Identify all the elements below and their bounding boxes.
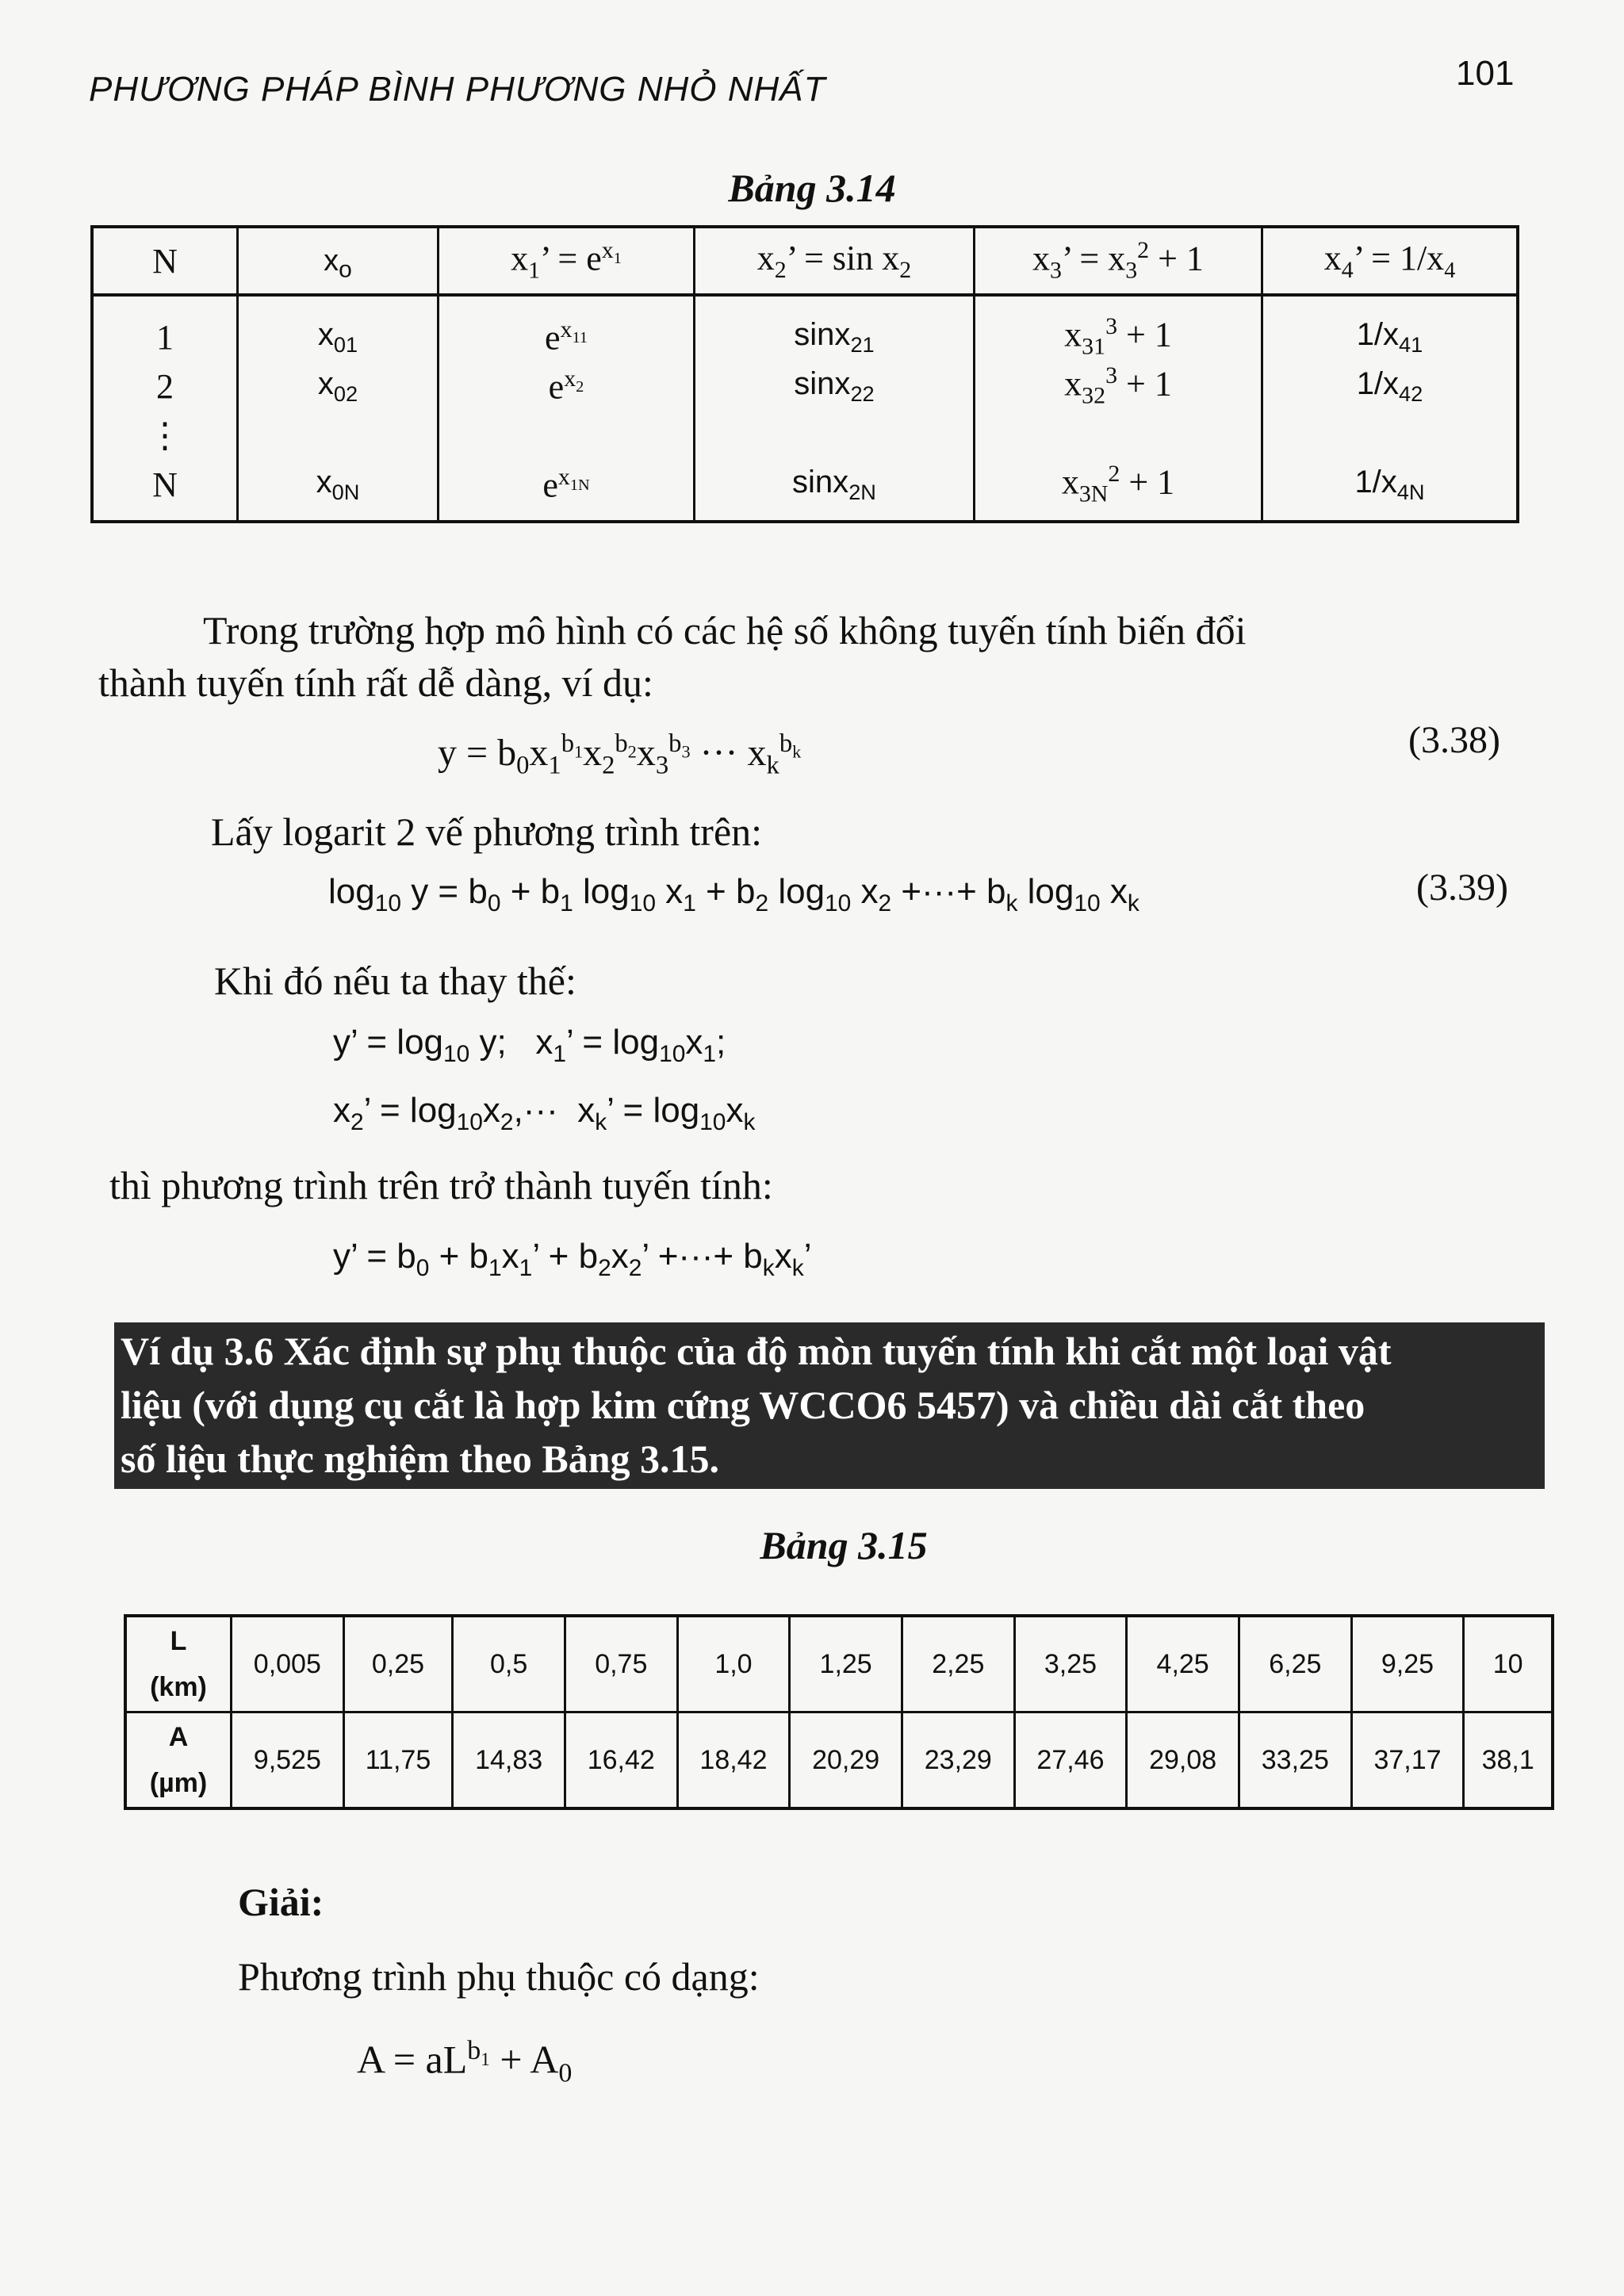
cell: $1/x_{4N}$ [1262, 460, 1519, 522]
cell: 2 [92, 362, 238, 411]
cell: 0,5 [453, 1616, 565, 1712]
substitution-line-1: y’ = $\log_{10} y$; $x_1$’ = $\log_{10}x_1$; [333, 1023, 726, 1067]
cell: 2,25 [902, 1616, 1014, 1712]
paragraph-line: thành tuyến tính rất dễ dàng, ví dụ: [98, 660, 653, 705]
cell: sinx$_{22}$ [695, 362, 975, 411]
header-cell-x4: $x_4$’ = $1/x_4$ [1262, 227, 1519, 295]
header-cell-x3: $x_3$’ = $x_3^2 + 1$ [975, 227, 1262, 295]
table-row [92, 295, 1518, 362]
equation-number: (3.39) [1416, 867, 1508, 909]
cell: 29,08 [1127, 1712, 1239, 1809]
cell: 18,42 [677, 1712, 790, 1809]
cell: 9,25 [1351, 1616, 1464, 1712]
paragraph-line: Phương trình phụ thuộc có dạng: [238, 1954, 760, 1999]
equation-number: (3.38) [1408, 719, 1500, 761]
cell: 11,75 [343, 1712, 453, 1809]
cell: $e^{x_{11}}$ [439, 295, 695, 362]
header-cell-x1: $x_1$’ = $e^{x_1}$ [439, 227, 695, 295]
cell: 0,25 [343, 1616, 453, 1712]
table-3-15 [124, 1614, 1554, 1810]
running-header: PHƯƠNG PHÁP BÌNH PHƯƠNG NHỎ NHẤT [89, 70, 826, 109]
cell-ellipsis: ⋮ [92, 411, 238, 460]
cell: 23,29 [902, 1712, 1014, 1809]
table-row [92, 460, 1518, 522]
table-row-L [125, 1616, 1553, 1712]
example-line: Ví dụ 3.6 Xác định sự phụ thuộc của độ mòn tuyến tính khi cắt một loại vật [121, 1329, 1392, 1373]
example-line: liệu (với dụng cụ cắt là hợp kim cứng WCCO6 5457) và chiều dài cắt theo [121, 1383, 1365, 1427]
row-label-L: L (km) [125, 1616, 232, 1712]
header-cell-n: N [92, 227, 238, 295]
cell: 0,75 [565, 1616, 677, 1712]
cell: $x_{31}^3 + 1$ [975, 295, 1262, 362]
table-3-14-caption: Bảng 3.14 [728, 166, 896, 210]
cell: 38,1 [1464, 1712, 1553, 1809]
example-3-6-box [114, 1322, 1545, 1489]
cell: $1/x_{41}$ [1262, 295, 1519, 362]
equation-3-38: $y = b_0x_1^{b_1}x_2^{b_2}x_3^{b_3}$ ··· $x_k^{b_k}$ [438, 729, 802, 780]
cell: sinx$_{2N}$ [695, 460, 975, 522]
cell: sinx$_{21}$ [695, 295, 975, 362]
cell: 10 [1464, 1616, 1553, 1712]
solution-label: Giải: [238, 1880, 324, 1924]
example-line: số liệu thực nghiệm theo Bảng 3.15. [121, 1437, 720, 1481]
equation-3-39: $\log_{10} y = b_0 + b_1$ $\log_{10} x_1 + b_2$ $\log_{10} x_2$ +···+ $b_k$ $\log_{10} x_k$ [328, 872, 1139, 916]
paragraph-line: Khi đó nếu ta thay thế: [214, 959, 576, 1003]
cell: $e^{x_2}$ [439, 362, 695, 411]
cell: 1,0 [677, 1616, 790, 1712]
cell: 20,29 [790, 1712, 902, 1809]
table-header-row [92, 227, 1518, 295]
paragraph-line: Trong trường hợp mô hình có các hệ số không tuyến tính biến đổi [203, 608, 1247, 652]
cell: 1 [92, 295, 238, 362]
paragraph-line: Lấy logarit 2 vế phương trình trên: [211, 809, 763, 854]
cell: $x_{32}^3 + 1$ [975, 362, 1262, 411]
cell: $1/x_{42}$ [1262, 362, 1519, 411]
table-row-A [125, 1712, 1553, 1809]
linear-equation: y’ = $b_0 + b_1x_1$’ + $b_2x_2$’ +···+ $b_kx_k$’ [333, 1237, 812, 1281]
cell: 16,42 [565, 1712, 677, 1809]
cell: $x_{02}$ [238, 362, 439, 411]
header-cell-x2: $x_2$’ = $\sin x_2$ [695, 227, 975, 295]
substitution-line-2: $x_2$’ = $\log_{10}x_2,\cdot\cdot\cdot x_k$’ = $\log_{10}x_k$ [333, 1091, 756, 1135]
cell: 0,005 [232, 1616, 344, 1712]
cell: $x_{0N}$ [238, 460, 439, 522]
cell: $x_{3N}^2 + 1$ [975, 460, 1262, 522]
table-3-14 [90, 225, 1519, 523]
table-row [92, 411, 1518, 460]
cell: N [92, 460, 238, 522]
table-3-15-caption: Bảng 3.15 [760, 1523, 928, 1567]
table-row [92, 362, 1518, 411]
cell: 6,25 [1239, 1616, 1351, 1712]
cell: 3,25 [1014, 1616, 1127, 1712]
row-label-A: A (µm) [125, 1712, 232, 1809]
cell: $e^{x_{1N}}$ [439, 460, 695, 522]
dependence-equation: $A = aL^{b_1} + A_0$ [357, 2036, 573, 2088]
cell: 14,83 [453, 1712, 565, 1809]
page-number: 101 [1456, 54, 1515, 93]
cell: 27,46 [1014, 1712, 1127, 1809]
cell: 33,25 [1239, 1712, 1351, 1809]
cell: 37,17 [1351, 1712, 1464, 1809]
cell: 1,25 [790, 1616, 902, 1712]
cell: 9,525 [232, 1712, 344, 1809]
cell: $x_{01}$ [238, 295, 439, 362]
header-cell-x0: $x_o$ [238, 227, 439, 295]
cell: 4,25 [1127, 1616, 1239, 1712]
paragraph-line: thì phương trình trên trở thành tuyến tính: [109, 1163, 773, 1207]
